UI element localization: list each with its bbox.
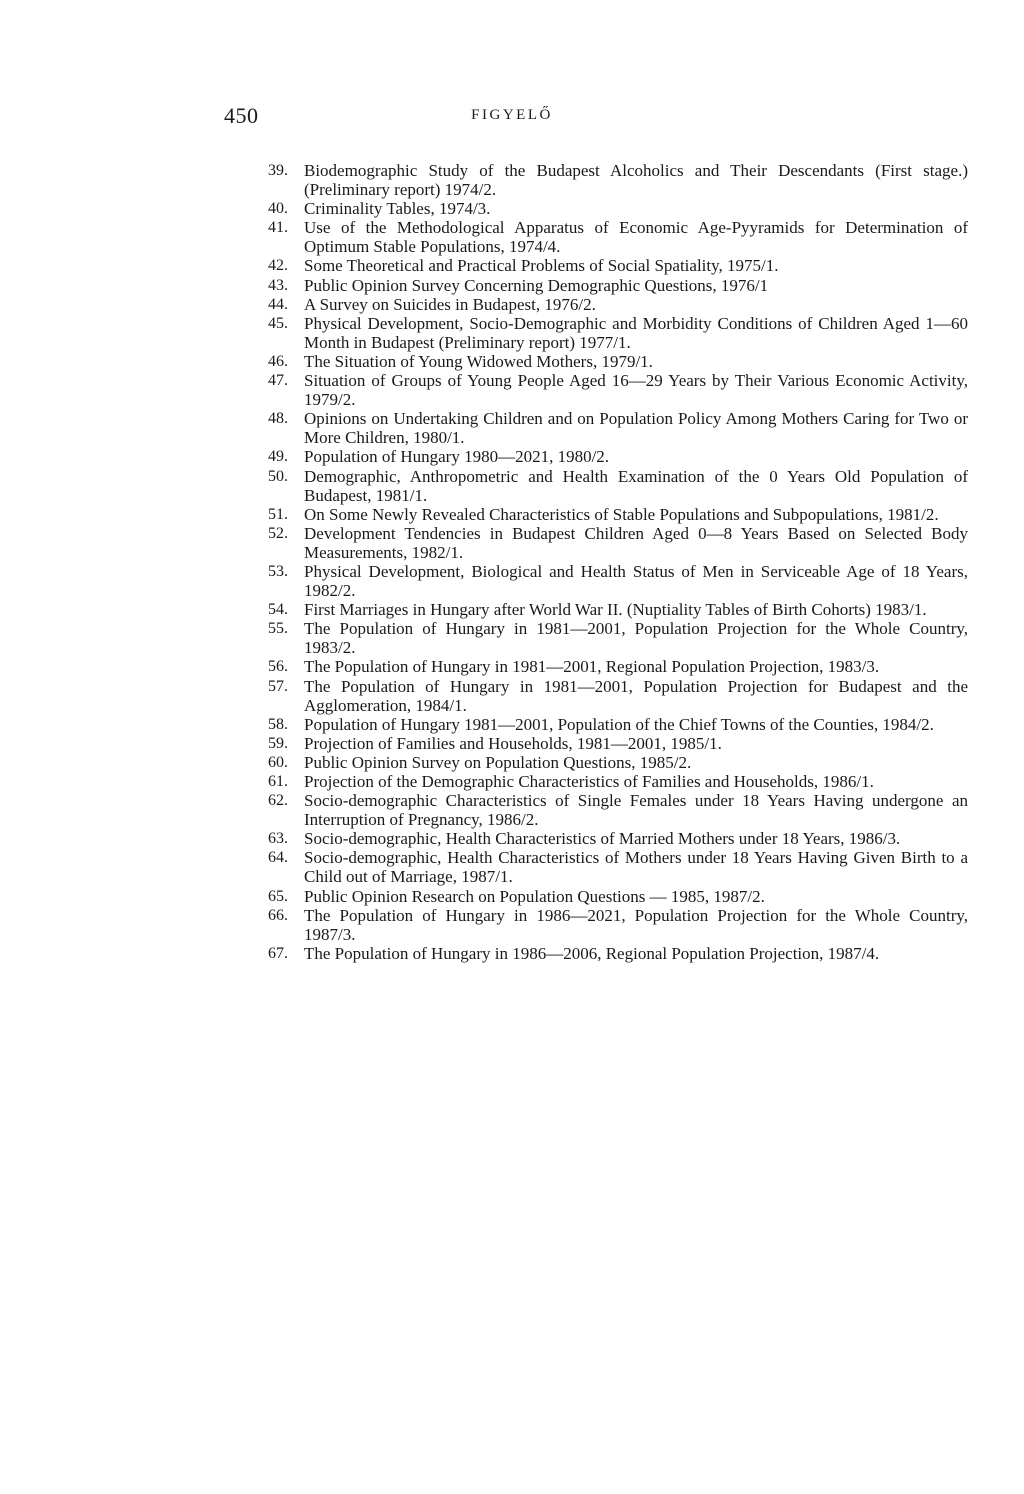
item-text: The Population of Hungary in 1981—2001, Population Projection for Budapest and the Agglomeration, 1984/1. [304,676,968,715]
list-item [268,753,968,772]
item-number: 61. [268,773,288,790]
item-text: On Some Newly Revealed Characteristics of Stable Populations and Subpopulations, 1981/2. [304,504,939,524]
item-text: Public Opinion Survey Concerning Demographic Questions, 1976/1 [304,275,769,295]
list-item [268,887,968,906]
item-number: 59. [268,734,288,752]
item-text: Use of the Methodological Apparatus of Economic Age-Pyyramids for Determination of Optimum Stable Populations, 1974/4. [304,218,968,257]
item-number: 53. [268,562,288,580]
list-item [268,600,968,619]
item-number: 49. [268,448,288,466]
list-item [268,524,968,562]
item-text: Physical Development, Socio-Demographic and Morbidity Conditions of Children Aged 1—60 Month in Budapest (Preliminary report) 1977/1. [304,313,968,352]
list-item [268,734,968,753]
list-item [268,772,968,791]
item-text: Physical Development, Biological and Health Status of Men in Serviceable Age of 18 Years, 1982/2. [304,561,968,601]
item-number: 60. [268,753,288,771]
item-number: 39. [268,162,288,179]
item-number: 52. [268,524,288,542]
publication-list [268,161,968,963]
item-text: Situation of Groups of Young People Aged 16—29 Years by Their Various Economic Activity, 1979/2. [304,371,968,410]
list-item [268,829,968,848]
list-item [268,906,968,944]
item-number: 57. [268,677,288,695]
item-number: 58. [268,715,288,733]
item-number: 64. [268,849,288,867]
list-item [268,677,968,715]
item-number: 66. [268,906,288,924]
item-text: The Situation of Young Widowed Mothers, 1979/1. [304,351,653,371]
item-text: Some Theoretical and Practical Problems of Social Spatiality, 1975/1. [304,256,779,276]
item-text: Biodemographic Study of the Budapest Alcoholics and Their Descendants (First stage.) (Preliminary report) 1974/2. [304,161,968,200]
list-item [268,715,968,734]
item-number: 44. [268,295,288,313]
item-number: 50. [268,467,288,485]
list-item [268,619,968,657]
item-text: Opinions on Undertaking Children and on Population Policy Among Mothers Caring for Two or More Children, 1980/1. [304,409,968,448]
item-text: The Population of Hungary in 1981—2001, Regional Population Projection, 1983/3. [304,657,880,677]
list-item [268,352,968,371]
item-number: 56. [268,658,288,676]
item-text: A Survey on Suicides in Budapest, 1976/2. [304,294,596,314]
list-item [268,505,968,524]
page-number: 450 [224,103,259,128]
list-item [268,467,968,505]
running-head: FIGYELŐ [471,107,553,123]
item-number: 45. [268,314,288,332]
item-text: Development Tendencies in Budapest Children Aged 0—8 Years Based on Selected Body Measurements, 1982/1. [304,523,968,562]
item-text: Projection of Families and Households, 1981—2001, 1985/1. [304,733,722,753]
item-number: 51. [268,505,288,523]
item-number: 41. [268,219,288,237]
item-text: The Population of Hungary in 1981—2001, Population Projection for the Whole Country, 1983/2. [304,619,968,658]
item-number: 63. [268,830,288,848]
list-item [268,199,968,218]
item-text: Socio-demographic, Health Characteristics of Mothers under 18 Years Having Given Birth to a Child out of Marriage, 1987/1. [304,848,968,887]
item-text: Socio-demographic, Health Characteristics of Married Mothers under 18 Years, 1986/3. [304,829,901,849]
list-item [268,944,968,963]
item-number: 67. [268,944,288,962]
item-text: Socio-demographic Characteristics of Single Females under 18 Years Having undergone an Interruption of Pregnancy, 1986/2. [304,791,968,830]
item-number: 48. [268,410,288,428]
item-number: 47. [268,372,288,390]
item-text: First Marriages in Hungary after World War II. (Nuptiality Tables of Birth Cohorts) 1983/1. [304,600,927,620]
item-number: 40. [268,200,288,218]
item-text: The Population of Hungary in 1986—2006, Regional Population Projection, 1987/4. [304,943,880,963]
item-number: 65. [268,887,288,905]
list-item [268,791,968,829]
item-text: Projection of the Demographic Characteristics of Families and Households, 1986/1. [304,772,874,791]
list-item [268,848,968,886]
list-item [268,409,968,447]
list-item [268,371,968,409]
list-item [268,276,968,295]
list-item [268,447,968,466]
list-item [268,657,968,676]
item-number: 55. [268,620,288,638]
item-number: 46. [268,352,288,370]
item-number: 62. [268,792,288,810]
list-item [268,256,968,275]
item-text: Public Opinion Research on Population Questions — 1985, 1987/2. [304,886,765,906]
item-number: 54. [268,601,288,619]
list-item [268,295,968,314]
list-item [268,314,968,352]
item-text: Criminality Tables, 1974/3. [304,199,491,219]
list-item [268,161,968,199]
item-text: Population of Hungary 1980—2021, 1980/2. [304,447,610,467]
item-text: Public Opinion Survey on Population Questions, 1985/2. [304,752,692,772]
item-number: 43. [268,276,288,294]
item-number: 42. [268,257,288,275]
list-item [268,218,968,256]
item-text: Demographic, Anthropometric and Health Examination of the 0 Years Old Population of Budapest, 1981/1. [304,466,968,505]
item-text: The Population of Hungary in 1986—2021, Population Projection for the Whole Country, 1987/3. [304,905,968,944]
list-item [268,562,968,600]
item-text: Population of Hungary 1981—2001, Population of the Chief Towns of the Counties, 1984/2. [304,714,934,734]
